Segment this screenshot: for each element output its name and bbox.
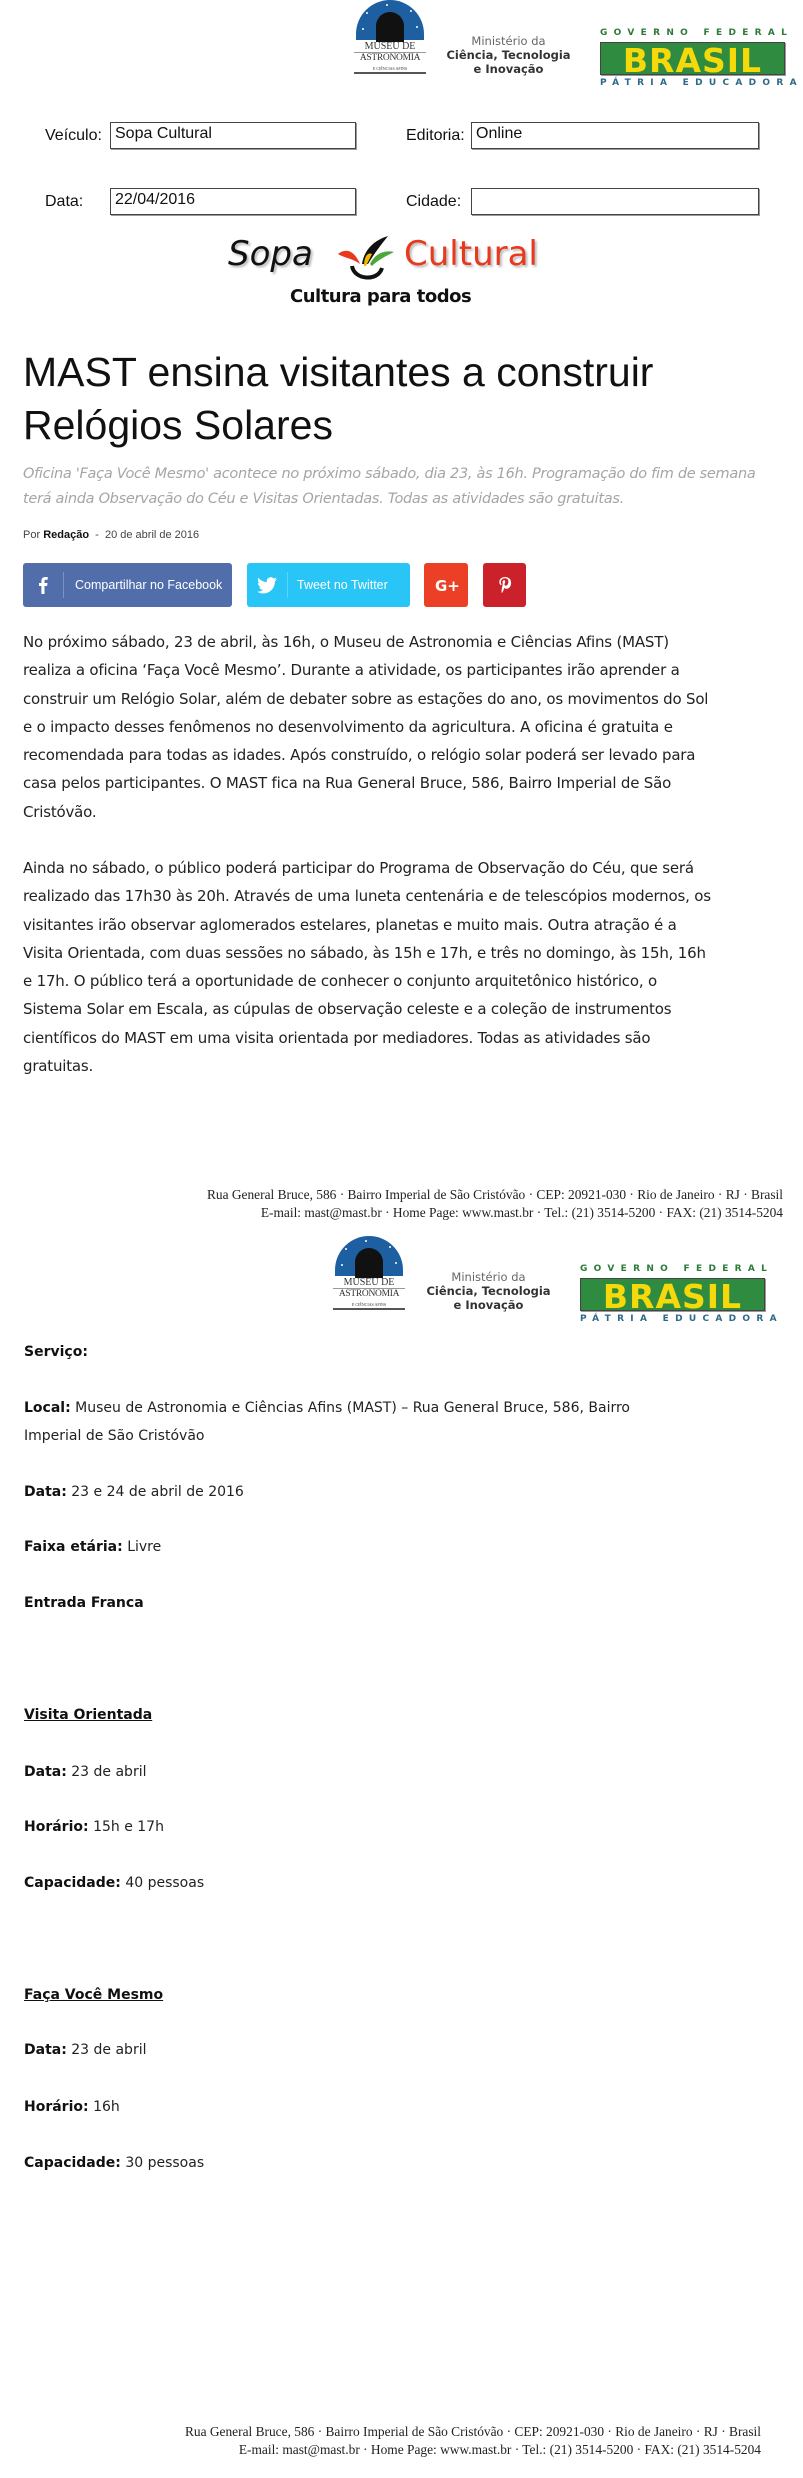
service-data: Data: 23 e 24 de abril de 2016 [24, 1484, 244, 1500]
article-date: 20 de abril de 2016 [104, 529, 200, 541]
sopa-cultural-logo: Sopa Cultural Cultura para todos [228, 234, 538, 307]
veiculo-label: Veículo: [45, 127, 102, 144]
footer-address: Rua General Bruce, 586 · Bairro Imperial de São Cristóvão · CEP: 20921-030 · Rio de Janeiro · RJ · Brasil [206, 1187, 783, 1202]
footer-contact-2: E-mail: mast@mast.br · Home Page: www.mast.br · Tel.: (21) 3514-5200 · FAX: (21) 3514-5204 [238, 2442, 761, 2457]
visita-horario: Horário: 15h e 17h [24, 1819, 164, 1835]
author-link[interactable]: Redação [43, 529, 90, 541]
article-title: MAST ensina visitantes a construir Relógios Solares [23, 349, 654, 448]
service-faixa-etaria: Faixa etária: Livre [24, 1539, 162, 1555]
cidade-field[interactable] [471, 188, 759, 215]
data-field[interactable]: 22/04/2016 [110, 188, 356, 215]
ministry-logo-2: Ministério da Ciência, Tecnologia e Inovação [426, 1270, 551, 1312]
cidade-label: Cidade: [406, 193, 462, 210]
governo-federal-logo: GOVERNO FEDERAL BRASIL PÁTRIA EDUCADORA [600, 28, 803, 88]
mast-logo-2: MUSEU DE ASTRONOMIA E CIÊNCIAS AFINS [331, 1236, 407, 1312]
faca-data: Data: 23 de abril [24, 2042, 147, 2058]
facebook-icon [23, 563, 63, 607]
faca-horario: Horário: 16h [24, 2099, 120, 2115]
mast-logo: MUSEU DE ASTRONOMIA E CIÊNCIAS AFINS [352, 0, 428, 76]
faca-voce-mesmo-heading: Faça Você Mesmo [24, 1987, 164, 2003]
editoria-label: Editoria: [406, 127, 465, 144]
service-local: Local: Museu de Astronomia e Ciências Afins (MAST) – Rua General Bruce, 586, Bairro [24, 1400, 630, 1416]
observatory-dome-icon [335, 1236, 403, 1276]
footer-address-2: Rua General Bruce, 586 · Bairro Imperial de São Cristóvão · CEP: 20921-030 · Rio de Janeiro · RJ · Brasil [184, 2424, 761, 2439]
article-paragraph-2: Ainda no sábado, o público poderá participar do Programa de Observação do Céu, que será realizado das 17h30 às 20h. Através de uma luneta centenária e de telescópios modernos, os visitantes irão observar aglomerados estelares, planetas e muito mais. Outra atração é a Visita Orientada, com duas sessões no sábado, às 15h e 17h, e três no domingo, às 15h, 16h e 17h. O público terá a oportunidade de conhecer o conjunto arquitetônico histórico, o Sistema Solar em Escala, as cúpulas de observação celeste e a coleção de instrumentos científicos do MAST em uma visita orientada por mediadores. Todas as atividades são gratuitas. [23, 859, 711, 1076]
editoria-field[interactable]: Online [471, 122, 759, 149]
share-pinterest-button[interactable] [483, 563, 526, 607]
share-facebook-button[interactable]: Compartilhar no Facebook [23, 563, 232, 607]
byline: Por Redação - 20 de abril de 2016 [23, 529, 200, 541]
data-label: Data: [45, 193, 84, 210]
share-twitter-button[interactable]: Tweet no Twitter [247, 563, 410, 607]
pinterest-icon [498, 576, 512, 594]
service-entrada: Entrada Franca [24, 1595, 144, 1611]
veiculo-field[interactable]: Sopa Cultural [110, 122, 356, 149]
share-googleplus-button[interactable] [424, 563, 468, 607]
observatory-dome-icon [356, 0, 424, 40]
twitter-icon [247, 563, 287, 607]
article-subtitle: Oficina 'Faça Você Mesmo' acontece no próximo sábado, dia 23, às 16h. Programação do fim de semana terá ainda Observação do Céu e Visitas Orientadas. Todas as atividades são gratuitas. [23, 466, 756, 507]
governo-federal-logo-2: GOVERNO FEDERAL BRASIL PÁTRIA EDUCADORA [580, 1264, 783, 1324]
splash-icon [334, 232, 404, 284]
visita-orientada-heading: Visita Orientada [24, 1707, 153, 1723]
visita-capacidade: Capacidade: 40 pessoas [24, 1875, 205, 1891]
visita-data: Data: 23 de abril [24, 1764, 147, 1780]
footer-contact: E-mail: mast@mast.br · Home Page: www.mast.br · Tel.: (21) 3514-5200 · FAX: (21) 3514-5204 [260, 1205, 783, 1220]
service-heading: Serviço: [24, 1344, 88, 1360]
article-paragraph-1: No próximo sábado, 23 de abril, às 16h, o Museu de Astronomia e Ciências Afins (MAST) realiza a oficina ‘Faça Você Mesmo’. Durante a atividade, os participantes irão aprender a construir um Relógio Solar, além de debater sobre as estações do ano, os movimentos do Sol e o impacto desses fenômenos no desenvolvimento da agricultura. A oficina é gratuita e recomendada para todas as idades. Após construído, o relógio solar poderá ser levado para casa pelos participantes. O MAST fica na Rua General Bruce, 586, Bairro Imperial de São Cristóvão. [23, 633, 709, 821]
ministry-logo: Ministério da Ciência, Tecnologia e Inovação [446, 34, 571, 76]
google-plus-icon [435, 577, 460, 595]
svg-text:G+: G+ [435, 577, 460, 595]
service-local-cont: Imperial de São Cristóvão [24, 1428, 205, 1444]
faca-capacidade: Capacidade: 30 pessoas [24, 2155, 205, 2171]
